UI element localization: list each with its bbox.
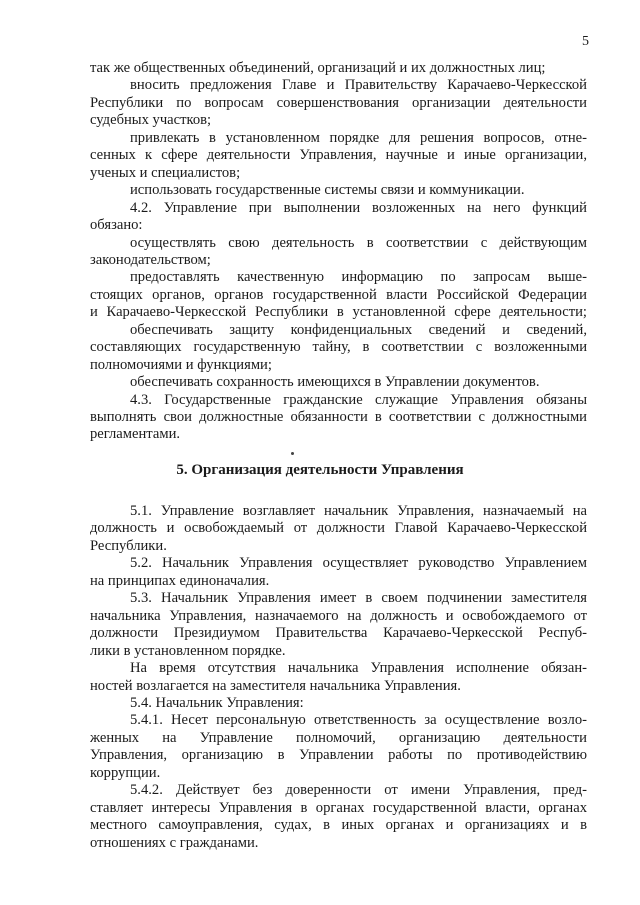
text-line: 5.1. Управление возглавляет начальник Управления, назначаемый на bbox=[130, 503, 587, 519]
text-line: вносить предложения Главе и Правительству Карачаево-Черкесской bbox=[130, 77, 587, 94]
text-line: судебных участков; bbox=[90, 112, 212, 129]
text-line: должность и освобождаемый от должности Главой Карачаево-Черкесской bbox=[90, 520, 587, 537]
text-line: 4.2. Управление при выполнении возложенных на него функций bbox=[130, 199, 587, 216]
text-line: ставляет интересы Управления в органах государственной власти, органах bbox=[90, 799, 587, 816]
text-line: ностей возлагается на заместителя начальника Управления. bbox=[90, 677, 461, 694]
text-line: регламентами. bbox=[90, 426, 181, 443]
text-line: Управления, организацию в Управлении работы по противодействию bbox=[90, 747, 587, 764]
text-line: на принципах единоначалия. bbox=[90, 572, 270, 589]
page-number: 5 bbox=[582, 34, 589, 49]
text-line: 5.4.2. Действует без доверенности от имени Управления, пред- bbox=[130, 782, 587, 799]
text-line: ученых и специалистов; bbox=[90, 164, 241, 181]
text-line: 5.3. Начальник Управления имеет в своем подчинении заместителя bbox=[130, 590, 587, 607]
text-line: Республики по вопросам совершенствования организации деятельности bbox=[90, 94, 587, 111]
section-5-heading: 5. Организация деятельности Управления bbox=[176, 462, 464, 478]
text-line: женных на Управление полномочий, организацию деятельности bbox=[90, 729, 587, 746]
text-line: привлекать в установленном порядке для решения вопросов, отне- bbox=[130, 129, 587, 146]
text-line: законодательством; bbox=[90, 251, 211, 268]
text-line: осуществлять свою деятельность в соответствии с действующим bbox=[130, 234, 587, 251]
text-line: так же общественных объединений, организаций и их должностных лиц; bbox=[90, 60, 546, 76]
text-line: и Карачаево-Черкесской Республики в установленной сфере деятельности; bbox=[90, 304, 587, 321]
text-line: 5.4. Начальник Управления: bbox=[130, 694, 304, 711]
text-line: стоящих органов, органов государственной власти Российской Федерации bbox=[90, 286, 587, 303]
text-line: местного самоуправления, судах, в иных органах и организациях и в bbox=[90, 817, 587, 834]
text-line: начальника Управления, назначаемого на должность и освобождаемого от bbox=[90, 607, 587, 624]
text-line: отношениях с гражданами. bbox=[90, 834, 259, 851]
text-line: лики в установленном порядке. bbox=[90, 642, 286, 659]
text-line: обеспечивать защиту конфиденциальных сведений и сведений, bbox=[130, 321, 587, 338]
text-line: выполнять свои должностные обязанности в соответствии с должностными bbox=[90, 409, 587, 425]
text-line: полномочиями и функциями; bbox=[90, 356, 272, 373]
text-line: составляющих государственную тайну, в соответствии с возложенными bbox=[90, 339, 587, 356]
text-line: обязано: bbox=[90, 217, 143, 234]
text-line: коррупции. bbox=[90, 764, 161, 781]
text-line: 5.2. Начальник Управления осуществляет руководство Управлением bbox=[130, 555, 587, 572]
scan-speck bbox=[291, 452, 294, 455]
text-line: сенных к сфере деятельности Управления, научные и иные организации, bbox=[90, 147, 587, 164]
text-line: На время отсутствия начальника Управления исполнение обязан- bbox=[130, 660, 587, 677]
text-line: Республики. bbox=[90, 537, 167, 554]
text-line: предоставлять качественную информацию по запросам выше- bbox=[130, 269, 587, 286]
text-line: обеспечивать сохранность имеющихся в Управлении документов. bbox=[130, 374, 540, 391]
text-line: 4.3. Государственные гражданские служащие Управления обязаны bbox=[130, 391, 587, 408]
text-line: должности Президиумом Правительства Карачаево-Черкесской Респуб- bbox=[90, 625, 587, 642]
text-line: использовать государственные системы связи и коммуникации. bbox=[130, 182, 525, 199]
text-line: 5.4.1. Несет персональную ответственность за осуществление возло- bbox=[130, 712, 587, 729]
